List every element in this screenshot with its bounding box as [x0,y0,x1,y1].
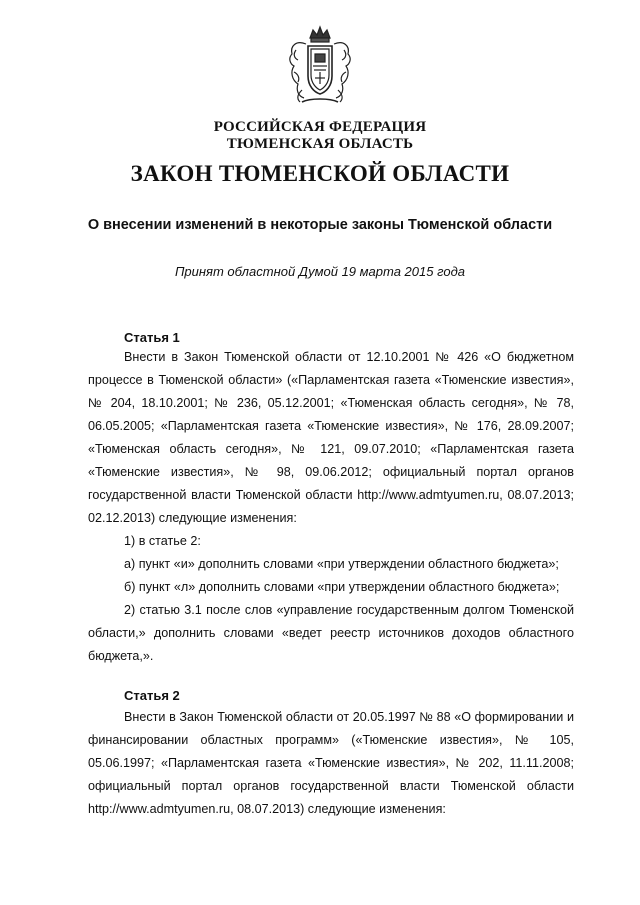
law-title: ЗАКОН ТЮМЕНСКОЙ ОБЛАСТИ [130,161,510,186]
article-1-item-1b: б) пункт «л» дополнить словами «при утверждении областного бюджета»; [124,580,560,594]
adoption-date: Принят областной Думой 19 марта 2015 года [175,264,465,279]
article-2-body [88,706,574,821]
country-name: РОССИЙСКАЯ ФЕДЕРАЦИЯ [213,119,427,135]
article-2-heading: Статья 2 [124,688,180,703]
article-1-item-1: 1) в статье 2: [124,534,201,548]
article-1-body [88,346,574,668]
law-subtitle: О внесении изменений в некоторые законы Тюменской области [87,217,553,233]
article-1-heading: Статья 1 [124,330,180,345]
article-1-item-2: 2) статью 3.1 после слов «управление государственным долгом Тюменской области,» дополнить словами «ведет реестр источников доходов областного бюджета,». [88,603,574,663]
article-1-item-1a: а) пункт «и» дополнить словами «при утверждении областного бюджета»; [124,557,559,571]
region-name: ТЮМЕНСКАЯ ОБЛАСТЬ [226,136,414,152]
article-2-intro: Внести в Закон Тюменской области от 20.05.1997 № 88 «О формировании и финансировании областных программ» («Тюменские известия», № 105, 05.06.1997; «Парламентская газета «Тюменские известия», № 202, 11.11.2008; официальный портал органов государственной власти Тюменской области http://www.admtyumen.ru, 08.07.2013) следующие изменения: [88,710,574,816]
article-1-intro: Внести в Закон Тюменской области от 12.10.2001 № 426 «О бюджетном процессе в Тюменской области» («Парламентская газета «Тюменские известия», № 204, 18.10.2001; № 236, 05.12.2001; «Тюменская область сегодня», № 78, 06.05.2005; «Парламентская газета «Тюменские известия», № 176, 28.09.2007; «Тюменская область сегодня», № 121, 09.07.2010; «Парламентская газета «Тюменские известия», № 98, 09.06.2012; официальный портал органов государственной власти Тюменской области http://www.admtyumen.ru, 08.07.2013; 02.12.2013) следующие изменения: [88,350,574,525]
coat-of-arms-icon [284,24,356,106]
